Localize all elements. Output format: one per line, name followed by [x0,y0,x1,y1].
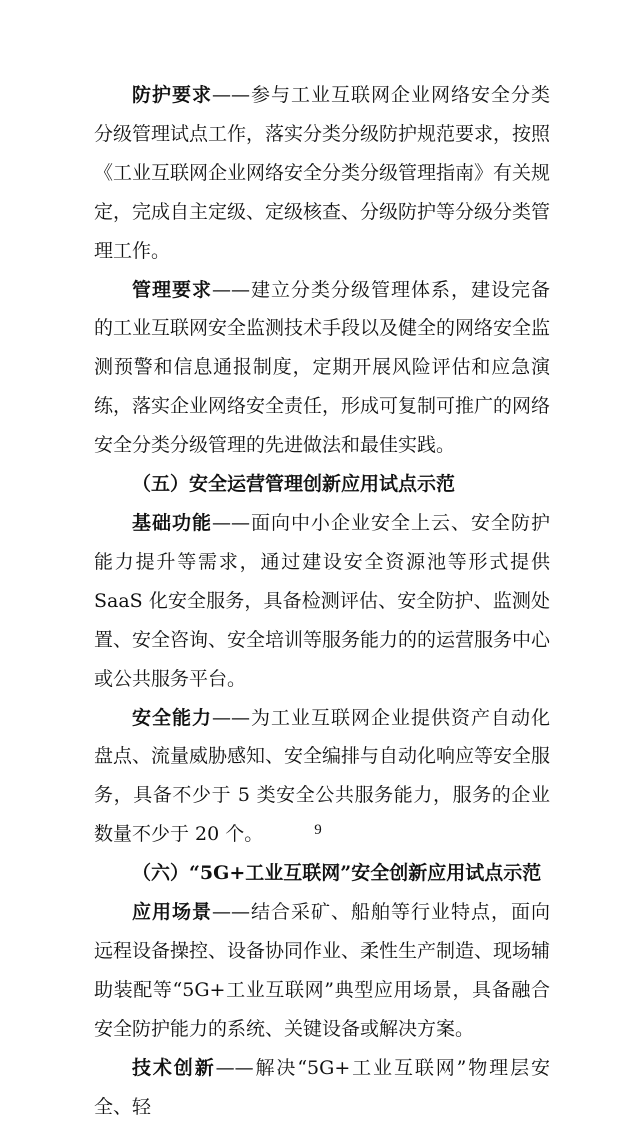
page-body [94,76,550,1126]
paragraph-lead: 管理要求 [132,278,212,301]
paragraph-lead: 应用场景 [132,901,212,924]
page-number: 9 [314,822,322,838]
paragraph-protection-requirements [94,76,550,271]
paragraph-basic-functions [94,504,550,699]
section-heading-6: （六）“5G+工业互联网”安全创新应用试点示范 [132,862,542,885]
paragraph-text: ——解决“5G+工业互联网”物理层安全、轻 [94,1056,550,1118]
paragraph-text: ——为工业互联网企业提供资产自动化盘点、流量威胁感知、安全编排与自动化响应等安全服务，具备不少于 5 类安全公共服务能力，服务的企业数量不少于 20 个。 [94,706,551,846]
section-heading-5: （五）安全运营管理创新应用试点示范 [132,473,456,496]
paragraph-text: ——面向中小企业安全上云、安全防护能力提升等需求，通过建设安全资源池等形式提供 SaaS 化安全服务，具备检测评估、安全防护、监测处置、安全咨询、安全培训等服务能力的的运营服务中心或公共服务平台。 [94,511,551,690]
paragraph-lead: 基础功能 [132,511,212,534]
paragraph-text: ——结合采矿、船舶等行业特点，面向远程设备操控、设备协同作业、柔性生产制造、现场辅助装配等“5G+工业互联网”典型应用场景，具备融合安全防护能力的系统、关键设备或解决方案。 [94,901,551,1040]
paragraph-text: ——建立分类分级管理体系，建设完备的工业互联网安全监测技术手段以及健全的网络安全监测预警和信息通报制度，定期开展风险评估和应急演练，落实企业网络安全责任，形成可复制可推广的网络安全分类分级管理的先进做法和最佳实践。 [94,278,551,457]
paragraph-management-requirements [94,271,550,466]
paragraph-technical-innovation [94,1049,550,1126]
paragraph-lead: 防护要求 [132,84,212,106]
paragraph-text: ——参与工业互联网企业网络安全分类分级管理试点工作，落实分类分级防护规范要求，按照《工业互联网企业网络安全分类分级管理指南》有关规定，完成自主定级、定级核查、分级防护等分级分类管理工作。 [94,84,551,262]
paragraph-application-scenarios [94,893,550,1049]
paragraph-lead: 技术创新 [132,1056,216,1079]
paragraph-lead: 安全能力 [132,706,212,729]
